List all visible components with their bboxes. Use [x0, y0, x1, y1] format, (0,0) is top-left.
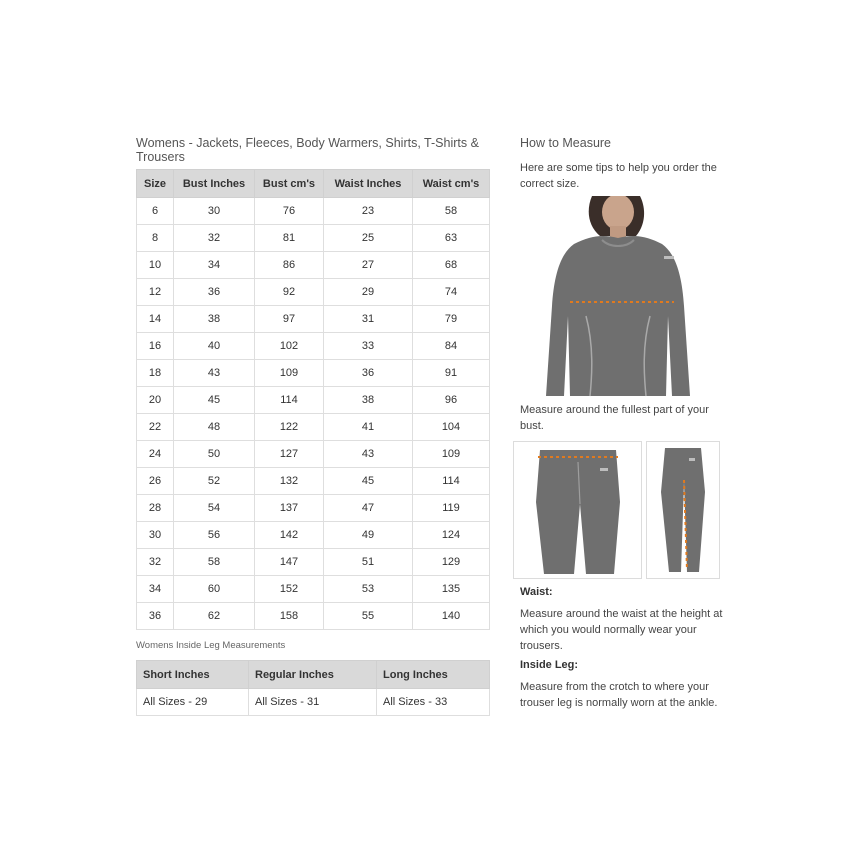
table-cell: 51 [324, 549, 413, 576]
table-cell: 132 [255, 468, 324, 495]
table-cell: 16 [137, 333, 174, 360]
table-cell: 63 [413, 225, 490, 252]
table-cell: 58 [413, 198, 490, 225]
table-cell: All Sizes - 31 [249, 689, 377, 716]
waist-measure-image [513, 441, 642, 579]
intro-text: Here are some tips to help you order the correct size. [520, 162, 717, 190]
table-cell: 147 [255, 549, 324, 576]
table-row [137, 522, 490, 549]
table-cell: 14 [137, 306, 174, 333]
table-cell: All Sizes - 33 [377, 689, 490, 716]
table-row [137, 198, 490, 225]
table-cell: 97 [255, 306, 324, 333]
table-cell: 158 [255, 603, 324, 630]
leg-table-header [137, 661, 490, 689]
size-table-header [137, 170, 490, 198]
table-cell: 43 [324, 441, 413, 468]
table-cell: 140 [413, 603, 490, 630]
leg-table-header-cell: Long Inches [377, 661, 490, 689]
table-cell: 18 [137, 360, 174, 387]
table-row [137, 441, 490, 468]
table-cell: 33 [324, 333, 413, 360]
table-cell: 47 [324, 495, 413, 522]
table-cell: 40 [174, 333, 255, 360]
table-cell: 36 [137, 603, 174, 630]
table-cell: 45 [174, 387, 255, 414]
table-cell: 31 [324, 306, 413, 333]
table-cell: 119 [413, 495, 490, 522]
table-cell: 32 [174, 225, 255, 252]
table-cell: 30 [137, 522, 174, 549]
table-cell: 86 [255, 252, 324, 279]
table-cell: 114 [255, 387, 324, 414]
bust-instruction: Measure around the fullest part of your bust. [520, 404, 709, 432]
table-row [137, 603, 490, 630]
table-cell: 29 [324, 279, 413, 306]
table-row [137, 360, 490, 387]
leg-table-header-cell: Short Inches [137, 661, 249, 689]
table-cell: 74 [413, 279, 490, 306]
table-cell: 142 [255, 522, 324, 549]
leg-table-body [137, 689, 490, 716]
size-table-header-cell: Bust cm's [255, 170, 324, 198]
table-row [137, 252, 490, 279]
table-cell: 114 [413, 468, 490, 495]
table-cell: 23 [324, 198, 413, 225]
bust-measure-image [534, 196, 702, 397]
table-cell: 45 [324, 468, 413, 495]
waist-label: Waist: [520, 586, 553, 598]
table-cell: 96 [413, 387, 490, 414]
table-cell: 34 [137, 576, 174, 603]
table-row [137, 468, 490, 495]
table-cell: 92 [255, 279, 324, 306]
table-cell: 36 [174, 279, 255, 306]
table-cell: 43 [174, 360, 255, 387]
table-cell: 24 [137, 441, 174, 468]
table-cell: 58 [174, 549, 255, 576]
table-cell: 124 [413, 522, 490, 549]
table-cell: 12 [137, 279, 174, 306]
table-cell: 22 [137, 414, 174, 441]
table-cell: All Sizes - 29 [137, 689, 249, 716]
leg-table-header-cell: Regular Inches [249, 661, 377, 689]
table-cell: 129 [413, 549, 490, 576]
table-cell: 38 [174, 306, 255, 333]
table-cell: 137 [255, 495, 324, 522]
table-cell: 6 [137, 198, 174, 225]
waist-instruction: Measure around the waist at the height at which you would normally wear your trousers. [520, 608, 723, 652]
table-row [137, 387, 490, 414]
size-table-header-cell: Waist cm's [413, 170, 490, 198]
size-guide-left [136, 136, 489, 716]
table-cell: 127 [255, 441, 324, 468]
table-cell: 8 [137, 225, 174, 252]
size-table-header-cell: Size [137, 170, 174, 198]
table-cell: 56 [174, 522, 255, 549]
table-cell: 36 [324, 360, 413, 387]
table-cell: 54 [174, 495, 255, 522]
table-cell: 26 [137, 468, 174, 495]
table-cell: 27 [324, 252, 413, 279]
table-row [137, 279, 490, 306]
table-row [137, 306, 490, 333]
table-cell: 53 [324, 576, 413, 603]
size-table-body [137, 198, 490, 630]
size-table-header-cell: Waist Inches [324, 170, 413, 198]
table-cell: 41 [324, 414, 413, 441]
table-cell: 79 [413, 306, 490, 333]
table-row [137, 414, 490, 441]
table-row [137, 333, 490, 360]
table-row [137, 576, 490, 603]
table-cell: 102 [255, 333, 324, 360]
table-cell: 25 [324, 225, 413, 252]
table-cell: 60 [174, 576, 255, 603]
inside-leg-instruction: Measure from the crotch to where your trouser leg is normally worn at the ankle. [520, 681, 718, 709]
table-cell: 55 [324, 603, 413, 630]
inside-leg-measure-image [646, 441, 720, 579]
table-cell: 30 [174, 198, 255, 225]
size-table-title: Womens - Jackets, Fleeces, Body Warmers, Shirts, T-Shirts & Trousers [136, 136, 479, 164]
table-cell: 109 [413, 441, 490, 468]
table-cell: 68 [413, 252, 490, 279]
table-cell: 109 [255, 360, 324, 387]
table-row [137, 549, 490, 576]
table-cell: 34 [174, 252, 255, 279]
table-cell: 49 [324, 522, 413, 549]
table-cell: 135 [413, 576, 490, 603]
table-cell: 28 [137, 495, 174, 522]
table-cell: 91 [413, 360, 490, 387]
table-cell: 20 [137, 387, 174, 414]
size-table-header-cell: Bust Inches [174, 170, 255, 198]
table-cell: 48 [174, 414, 255, 441]
table-cell: 52 [174, 468, 255, 495]
table-row [137, 689, 490, 716]
table-row [137, 225, 490, 252]
leg-table-title: Womens Inside Leg Measurements [136, 640, 286, 651]
inside-leg-label: Inside Leg: [520, 659, 579, 671]
table-cell: 50 [174, 441, 255, 468]
table-cell: 76 [255, 198, 324, 225]
how-to-measure-title: How to Measure [520, 136, 612, 150]
table-cell: 62 [174, 603, 255, 630]
table-cell: 81 [255, 225, 324, 252]
table-cell: 10 [137, 252, 174, 279]
table-cell: 152 [255, 576, 324, 603]
size-table [136, 169, 490, 630]
leg-table [136, 660, 490, 716]
table-cell: 32 [137, 549, 174, 576]
table-cell: 122 [255, 414, 324, 441]
table-row [137, 495, 490, 522]
table-cell: 38 [324, 387, 413, 414]
table-cell: 84 [413, 333, 490, 360]
table-cell: 104 [413, 414, 490, 441]
